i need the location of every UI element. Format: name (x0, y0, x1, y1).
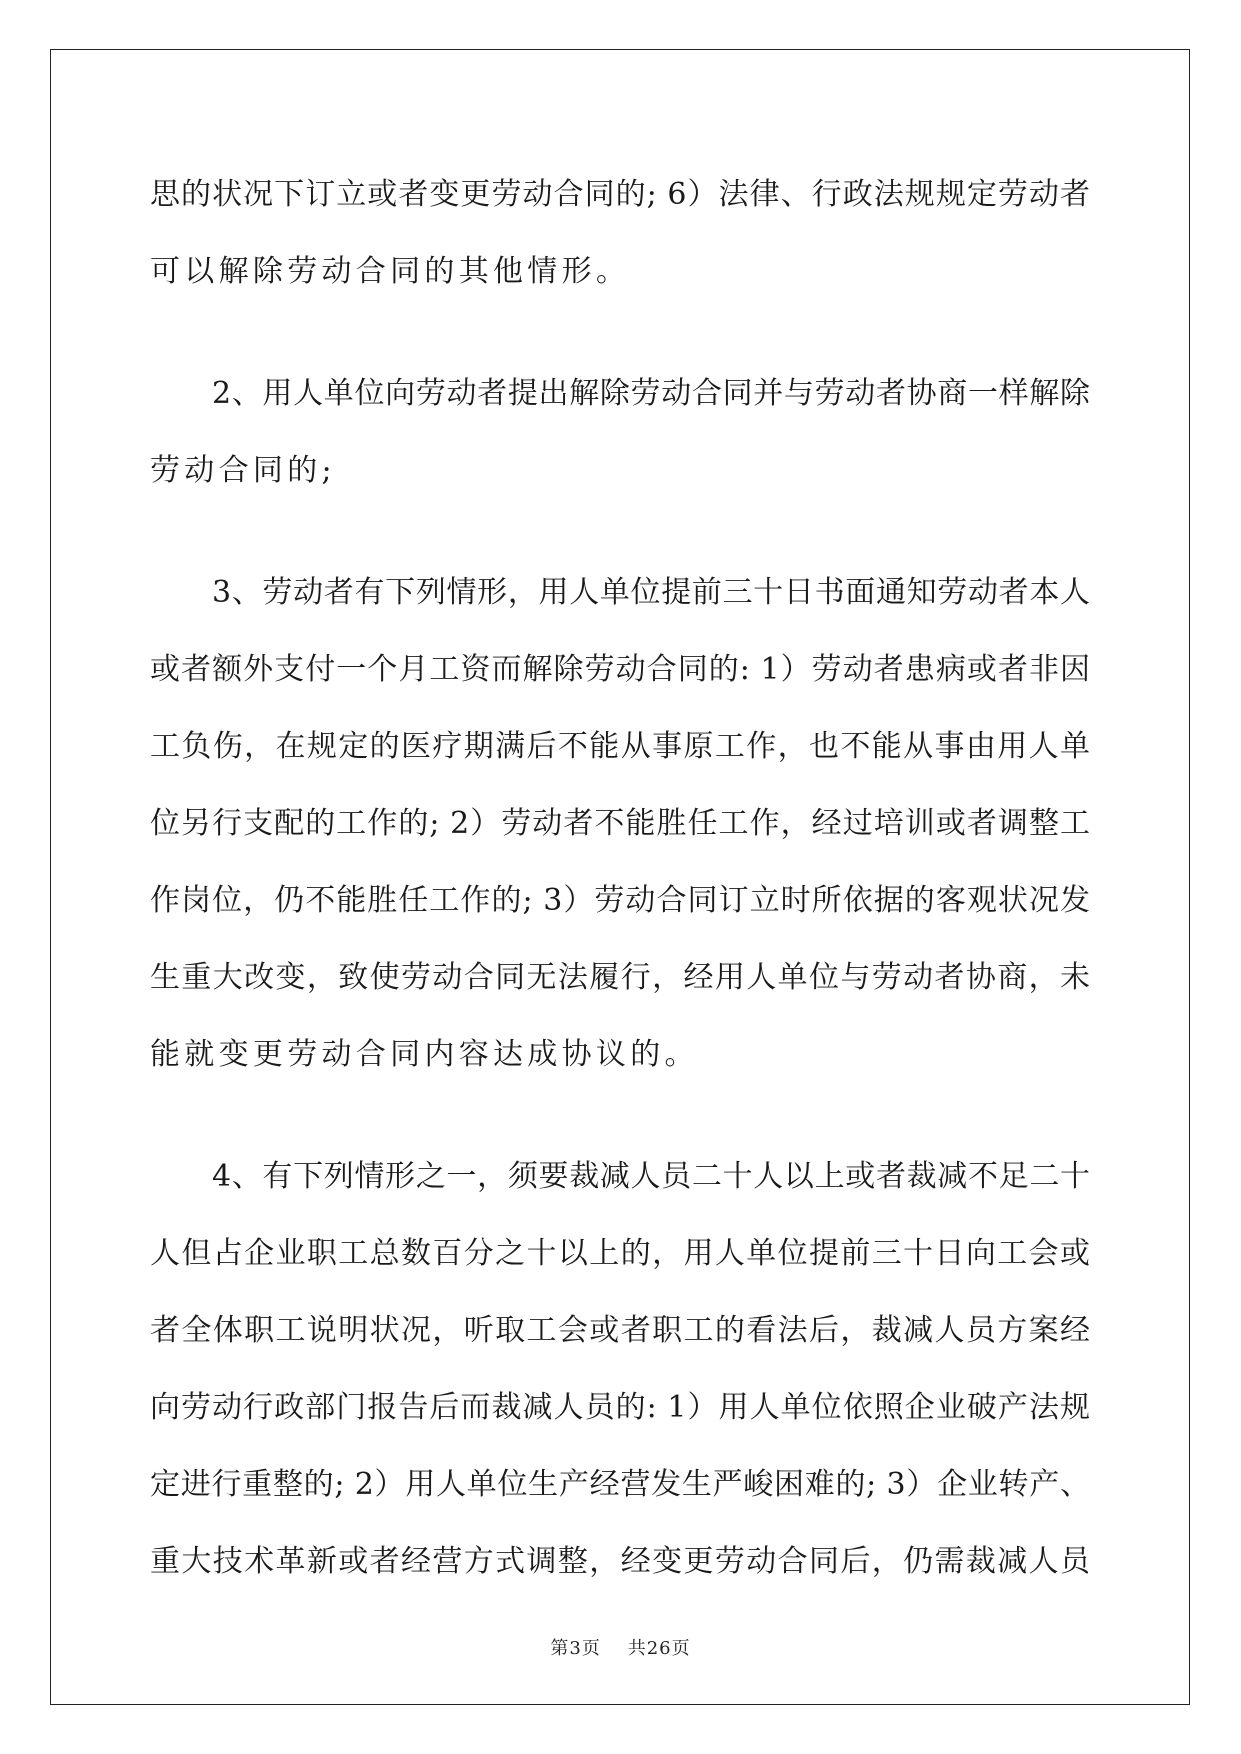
text-line: 思的状况下订立或者变更劳动合同的; 6）法律、行政法规规定劳动者 (150, 177, 1090, 212)
text-line: 重大技术革新或者经营方式调整，经变更劳动合同后，仍需裁减人员 (150, 1544, 1090, 1579)
document-body (150, 156, 1090, 1600)
text-line: 可以解除劳动合同的其他情形。 (150, 254, 631, 289)
text-line: 者全体职工说明状况，听取工会或者职工的看法后，裁减人员方案经 (150, 1313, 1090, 1348)
text-line: 工负伤，在规定的医疗期满后不能从事原工作，也不能从事由用人单 (150, 729, 1090, 764)
page-total: 共26页 (627, 1638, 691, 1659)
text-line: 或者额外支付一个月工资而解除劳动合同的: 1）劳动者患病或者非因 (150, 652, 1090, 687)
text-line: 生重大改变，致使劳动合同无法履行，经用人单位与劳动者协商，未 (150, 960, 1090, 995)
text-line: 3、劳动者有下列情形，用人单位提前三十日书面通知劳动者本人 (212, 575, 1090, 610)
text-line: 定进行重整的; 2）用人单位生产经营发生严峻困难的; 3）企业转产、 (150, 1467, 1090, 1502)
text-line: 4、有下列情形之一，须要裁减人员二十人以上或者裁减不足二十 (212, 1159, 1090, 1194)
text-line: 劳动合同的; (150, 453, 336, 488)
text-line: 向劳动行政部门报告后而裁减人员的: 1）用人单位依照企业破产法规 (150, 1390, 1090, 1425)
page-footer (0, 1634, 1241, 1660)
text-line: 能就变更劳动合同内容达成协议的。 (150, 1037, 699, 1072)
text-line: 2、用人单位向劳动者提出解除劳动合同并与劳动者协商一样解除 (212, 376, 1090, 411)
page-number: 第3页 (550, 1638, 601, 1659)
text-line: 作岗位，仍不能胜任工作的; 3）劳动合同订立时所依据的客观状况发 (150, 883, 1090, 918)
text-line: 人但占企业职工总数百分之十以上的，用人单位提前三十日向工会或 (150, 1236, 1090, 1271)
text-line: 位另行支配的工作的; 2）劳动者不能胜任工作，经过培训或者调整工 (150, 806, 1090, 841)
